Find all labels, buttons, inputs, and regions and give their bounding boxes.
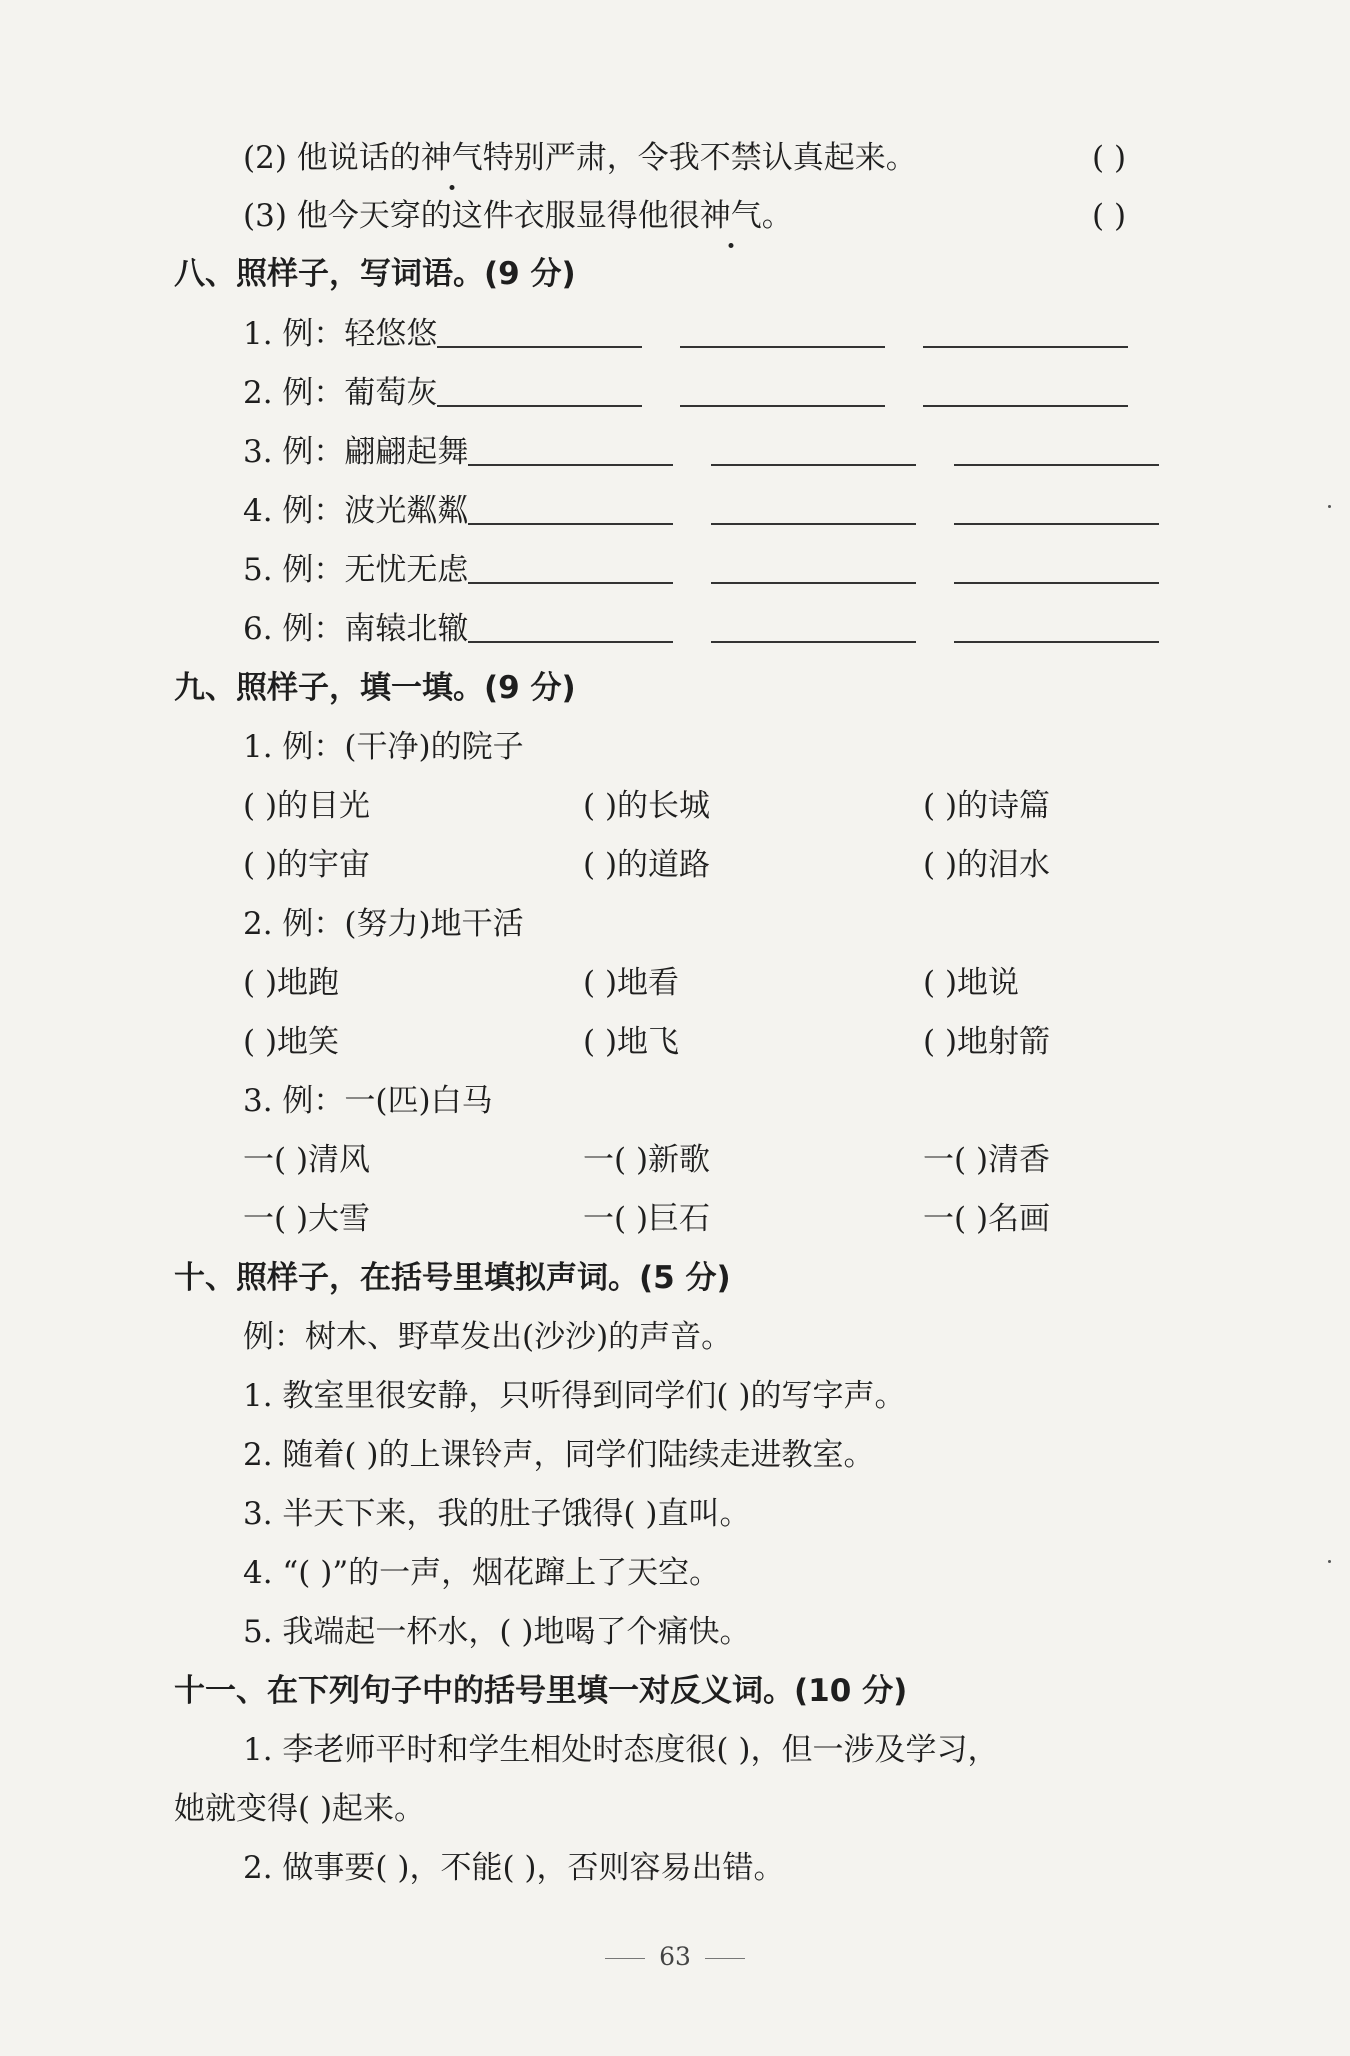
section-10-item-5[interactable]: 5. 我端起一杯水，( )地喝了个痛快。 bbox=[243, 1614, 751, 1650]
question-7-2 bbox=[243, 136, 917, 180]
footer-dash-right bbox=[705, 1958, 745, 1959]
fill-cell[interactable]: ( )地看 bbox=[583, 965, 680, 1001]
section-10-example: 例：树木、野草发出(沙沙)的声音。 bbox=[243, 1319, 733, 1355]
fill-cell[interactable]: ( )的诗篇 bbox=[923, 788, 1051, 824]
sentence-text: 特别严肃，令我不禁认真起来。 bbox=[482, 140, 917, 176]
section-9-example-1: 1. 例：(干净)的院子 bbox=[243, 729, 524, 765]
answer-blank[interactable] bbox=[711, 434, 916, 466]
answer-blank[interactable] bbox=[923, 316, 1128, 348]
section-9-example-3: 3. 例：一(匹)白马 bbox=[243, 1083, 493, 1119]
answer-blank[interactable] bbox=[437, 316, 642, 348]
answer-blank[interactable] bbox=[954, 552, 1159, 584]
section-8-item-6 bbox=[243, 607, 1197, 651]
answer-blank[interactable] bbox=[711, 552, 916, 584]
fill-cell[interactable]: ( )地笑 bbox=[243, 1024, 340, 1060]
fill-cell[interactable]: ( )的长城 bbox=[583, 788, 711, 824]
section-9-example-2: 2. 例：(努力)地干活 bbox=[243, 906, 524, 942]
question-number: (2) bbox=[243, 140, 287, 176]
fill-cell[interactable]: 一( )清风 bbox=[243, 1142, 371, 1178]
example-word: 3. 例：翩翩起舞 bbox=[243, 434, 469, 470]
section-10-item-1[interactable]: 1. 教室里很安静，只听得到同学们( )的写字声。 bbox=[243, 1378, 906, 1414]
fill-cell[interactable]: 一( )名画 bbox=[923, 1201, 1051, 1237]
fill-cell[interactable]: ( )地飞 bbox=[583, 1024, 680, 1060]
fill-cell[interactable]: 一( )大雪 bbox=[243, 1201, 371, 1237]
answer-blank[interactable] bbox=[680, 316, 885, 348]
section-8-title: 八、照样子，写词语。(9 分) bbox=[174, 256, 576, 292]
section-11-title: 十一、在下列句子中的括号里填一对反义词。(10 分) bbox=[174, 1673, 908, 1709]
fill-cell[interactable]: ( )的宇宙 bbox=[243, 847, 371, 883]
answer-blank[interactable] bbox=[680, 375, 885, 407]
section-11-q1-line1[interactable]: 1. 李老师平时和学生相处时态度很( )，但一涉及学习， bbox=[243, 1732, 999, 1768]
section-10-item-2[interactable]: 2. 随着( )的上课铃声，同学们陆续走进教室。 bbox=[243, 1437, 875, 1473]
fill-cell[interactable]: ( )地说 bbox=[923, 965, 1020, 1001]
answer-blank[interactable] bbox=[954, 493, 1159, 525]
question-number: (3) bbox=[243, 198, 287, 234]
dotted-word: 神气 bbox=[421, 136, 483, 180]
fill-cell[interactable]: 一( )新歌 bbox=[583, 1142, 711, 1178]
answer-blank[interactable] bbox=[923, 375, 1128, 407]
section-10-item-4[interactable]: 4. “( )”的一声，烟花蹿上了天空。 bbox=[243, 1555, 721, 1591]
section-10-item-3[interactable]: 3. 半天下来，我的肚子饿得( )直叫。 bbox=[243, 1496, 751, 1532]
sentence-text: 他今天穿的这件衣服显得他很 bbox=[296, 198, 700, 234]
answer-paren-7-3[interactable]: ( ) bbox=[1092, 198, 1127, 234]
section-9-title: 九、照样子，填一填。(9 分) bbox=[174, 670, 576, 706]
answer-blank[interactable] bbox=[468, 611, 673, 643]
section-11-q2[interactable]: 2. 做事要( )，不能( )，否则容易出错。 bbox=[243, 1850, 785, 1886]
fill-cell[interactable]: ( )的目光 bbox=[243, 788, 371, 824]
section-8-item-5 bbox=[243, 548, 1197, 592]
sentence-text: 。 bbox=[761, 198, 793, 234]
answer-blank[interactable] bbox=[711, 493, 916, 525]
section-10-title: 十、照样子，在括号里填拟声词。(5 分) bbox=[174, 1260, 731, 1296]
section-8-item-2 bbox=[243, 371, 1166, 415]
answer-blank[interactable] bbox=[468, 552, 673, 584]
example-word: 5. 例：无忧无虑 bbox=[243, 552, 469, 588]
page-number: 63 bbox=[659, 1942, 691, 1971]
fill-cell[interactable]: ( )的道路 bbox=[583, 847, 711, 883]
fill-cell[interactable]: ( )地射箭 bbox=[923, 1024, 1051, 1060]
page-footer bbox=[0, 1942, 1350, 1971]
answer-blank[interactable] bbox=[954, 611, 1159, 643]
fill-cell[interactable]: 一( )巨石 bbox=[583, 1201, 711, 1237]
fill-cell[interactable]: ( )的泪水 bbox=[923, 847, 1051, 883]
scan-speck bbox=[1328, 1560, 1331, 1563]
answer-blank[interactable] bbox=[954, 434, 1159, 466]
example-word: 2. 例：葡萄灰 bbox=[243, 375, 438, 411]
scan-speck bbox=[1328, 505, 1331, 508]
question-7-3 bbox=[243, 194, 793, 238]
fill-cell[interactable]: ( )地跑 bbox=[243, 965, 340, 1001]
answer-blank[interactable] bbox=[711, 611, 916, 643]
answer-blank[interactable] bbox=[468, 434, 673, 466]
answer-paren-7-2[interactable]: ( ) bbox=[1092, 140, 1127, 176]
example-word: 1. 例：轻悠悠 bbox=[243, 316, 438, 352]
section-8-item-1 bbox=[243, 312, 1166, 356]
sentence-text: 他说话的 bbox=[296, 140, 421, 176]
example-word: 4. 例：波光粼粼 bbox=[243, 493, 469, 529]
footer-dash-left bbox=[605, 1958, 645, 1959]
section-11-q1-line2[interactable]: 她就变得( )起来。 bbox=[174, 1791, 426, 1827]
section-8-item-4 bbox=[243, 489, 1197, 533]
answer-blank[interactable] bbox=[437, 375, 642, 407]
section-8-item-3 bbox=[243, 430, 1197, 474]
answer-blank[interactable] bbox=[468, 493, 673, 525]
example-word: 6. 例：南辕北辙 bbox=[243, 611, 469, 647]
fill-cell[interactable]: 一( )清香 bbox=[923, 1142, 1051, 1178]
dotted-word: 神气 bbox=[700, 194, 762, 238]
